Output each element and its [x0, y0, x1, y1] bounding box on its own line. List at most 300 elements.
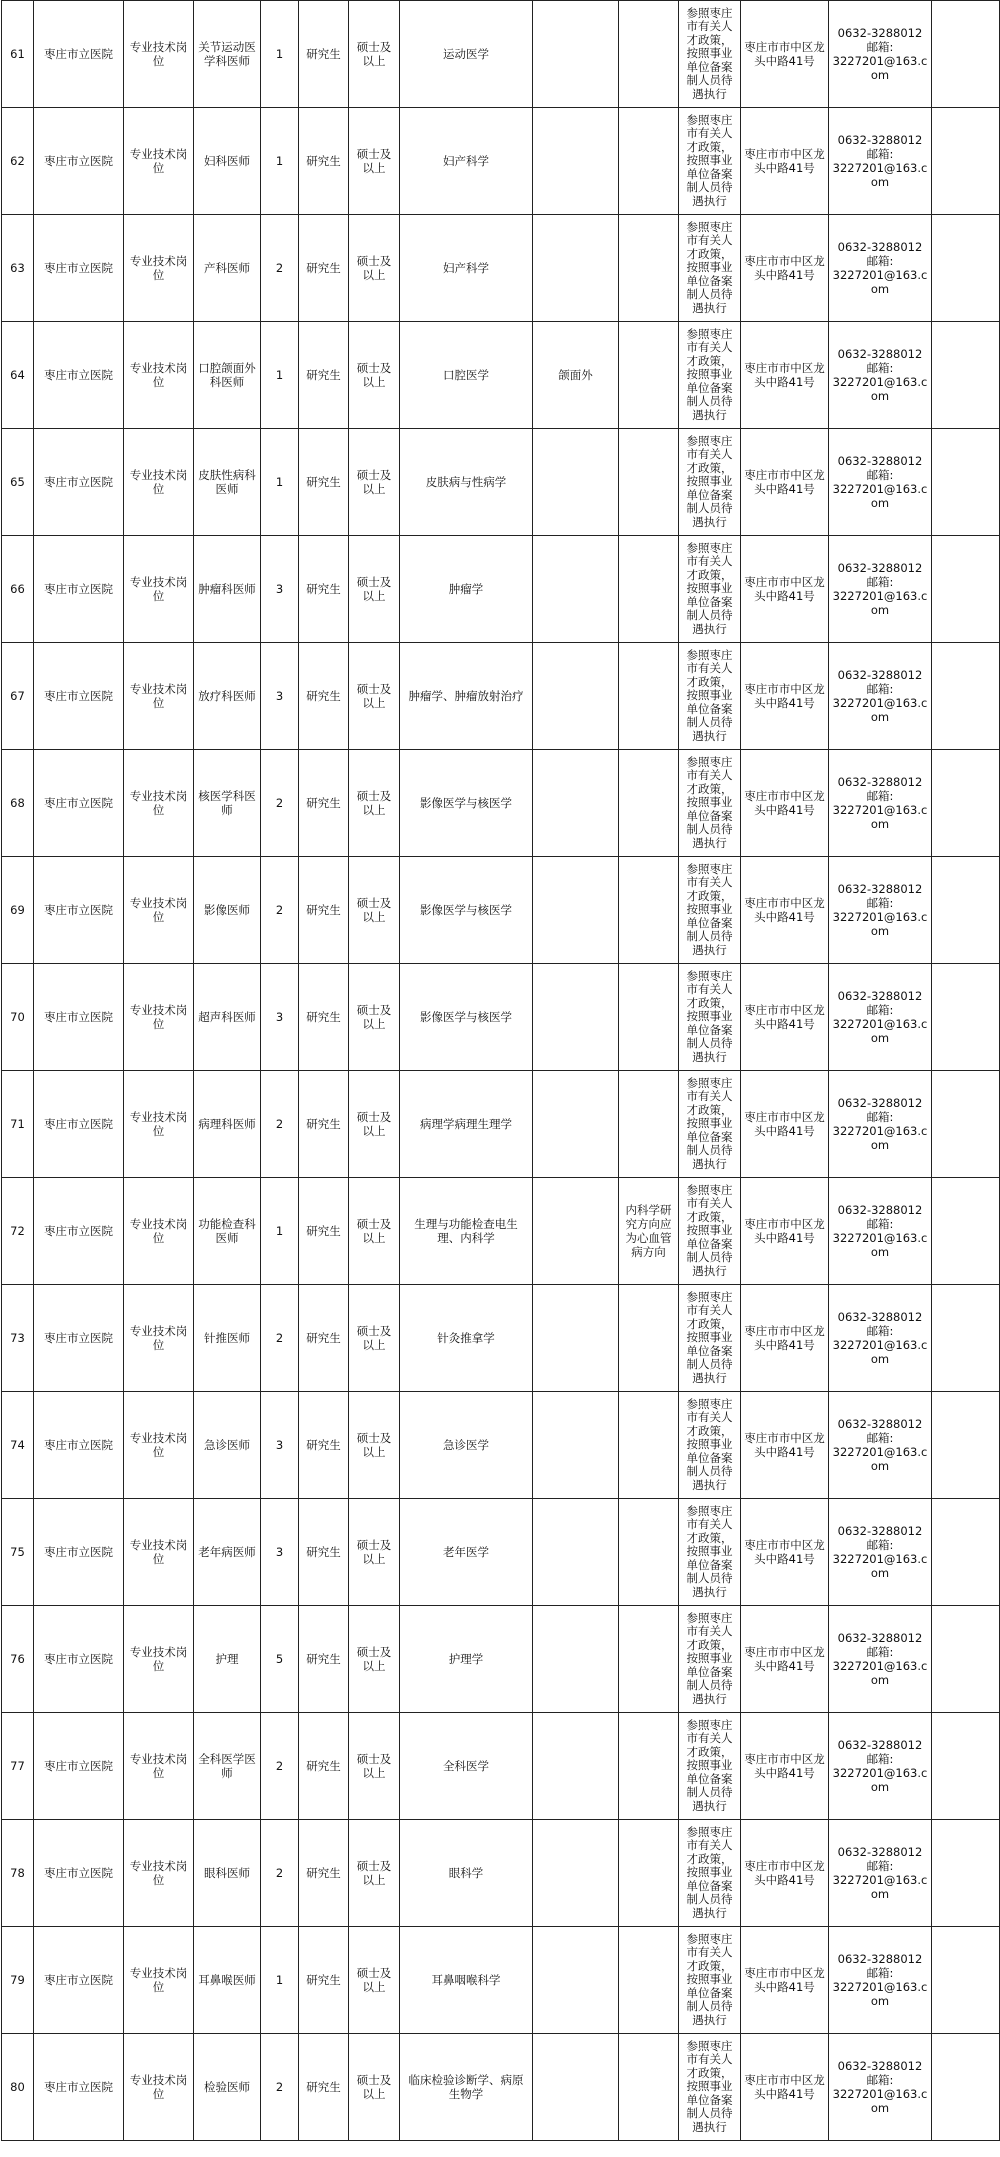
row-number: 70 [2, 964, 34, 1071]
contact-info [829, 1820, 932, 1927]
treatment-policy: 参照枣庄市有关人才政策，按照事业单位备案制人员待遇执行 [679, 857, 741, 964]
position-name: 护理 [194, 1606, 261, 1713]
degree-requirement: 硕士及以上 [349, 2034, 400, 2141]
position-name: 超声科医师 [194, 964, 261, 1071]
address: 枣庄市市中区龙头中路41号 [741, 1606, 829, 1713]
major-requirement: 影像医学与核医学 [400, 857, 533, 964]
education-level: 研究生 [299, 1606, 349, 1713]
education-level: 研究生 [299, 643, 349, 750]
recruiting-unit: 枣庄市立医院 [34, 108, 124, 215]
hiring-count: 1 [261, 322, 299, 429]
degree-requirement: 硕士及以上 [349, 643, 400, 750]
recruiting-unit: 枣庄市立医院 [34, 1071, 124, 1178]
hiring-count: 2 [261, 2034, 299, 2141]
email-address[interactable]: 3227201@163.com [832, 1124, 928, 1152]
contact-info [829, 1713, 932, 1820]
contact-info [829, 108, 932, 215]
contact-info [829, 1606, 932, 1713]
email-label: 邮箱: [866, 1324, 894, 1338]
email-label: 邮箱: [866, 1003, 894, 1017]
phone-number: 0632-3288012 [837, 1524, 923, 1538]
phone-number: 0632-3288012 [837, 1096, 923, 1110]
education-level: 研究生 [299, 2034, 349, 2141]
other-requirement [533, 2034, 619, 2141]
education-level: 研究生 [299, 1285, 349, 1392]
contact-info [829, 643, 932, 750]
email-address[interactable]: 3227201@163.com [832, 910, 928, 938]
recruiting-unit: 枣庄市立医院 [34, 322, 124, 429]
table-row [2, 108, 1000, 215]
email-label: 邮箱: [866, 254, 894, 268]
row-number: 76 [2, 1606, 34, 1713]
position-name: 妇科医师 [194, 108, 261, 215]
other-requirement [533, 1499, 619, 1606]
contact-info [829, 964, 932, 1071]
extra-column [932, 964, 1000, 1071]
other-requirement [533, 1927, 619, 2034]
phone-number: 0632-3288012 [837, 1417, 923, 1431]
major-requirement: 生理与功能检查电生理、内科学 [400, 1178, 533, 1285]
education-level: 研究生 [299, 1499, 349, 1606]
email-label: 邮箱: [866, 1217, 894, 1231]
position-name: 病理科医师 [194, 1071, 261, 1178]
position-type: 专业技术岗位 [124, 108, 194, 215]
major-requirement: 护理学 [400, 1606, 533, 1713]
hiring-count: 1 [261, 1178, 299, 1285]
address: 枣庄市市中区龙头中路41号 [741, 643, 829, 750]
hiring-count: 1 [261, 108, 299, 215]
table-row [2, 1713, 1000, 1820]
education-level: 研究生 [299, 1071, 349, 1178]
remark [619, 964, 679, 1071]
phone-number: 0632-3288012 [837, 561, 923, 575]
degree-requirement: 硕士及以上 [349, 1178, 400, 1285]
table-row [2, 322, 1000, 429]
hiring-count: 3 [261, 643, 299, 750]
email-address[interactable]: 3227201@163.com [832, 2087, 928, 2115]
email-address[interactable]: 3227201@163.com [832, 161, 928, 189]
recruiting-unit: 枣庄市立医院 [34, 2034, 124, 2141]
contact-info [829, 857, 932, 964]
table-row [2, 1392, 1000, 1499]
table-row [2, 1499, 1000, 1606]
phone-number: 0632-3288012 [837, 1203, 923, 1217]
table-row [2, 1178, 1000, 1285]
extra-column [932, 1178, 1000, 1285]
hiring-count: 1 [261, 429, 299, 536]
degree-requirement: 硕士及以上 [349, 1820, 400, 1927]
education-level: 研究生 [299, 1178, 349, 1285]
remark [619, 1285, 679, 1392]
email-label: 邮箱: [866, 361, 894, 375]
major-requirement: 运动医学 [400, 1, 533, 108]
position-name: 皮肤性病科医师 [194, 429, 261, 536]
remark [619, 1927, 679, 2034]
email-address[interactable]: 3227201@163.com [832, 268, 928, 296]
degree-requirement: 硕士及以上 [349, 1071, 400, 1178]
position-type: 专业技术岗位 [124, 322, 194, 429]
treatment-policy: 参照枣庄市有关人才政策，按照事业单位备案制人员待遇执行 [679, 108, 741, 215]
phone-number: 0632-3288012 [837, 1845, 923, 1859]
degree-requirement: 硕士及以上 [349, 964, 400, 1071]
table-row [2, 536, 1000, 643]
hiring-count: 1 [261, 1927, 299, 2034]
row-number: 62 [2, 108, 34, 215]
row-number: 68 [2, 750, 34, 857]
extra-column [932, 1820, 1000, 1927]
education-level: 研究生 [299, 1927, 349, 2034]
contact-info [829, 2034, 932, 2141]
other-requirement [533, 1820, 619, 1927]
position-name: 针推医师 [194, 1285, 261, 1392]
address: 枣庄市市中区龙头中路41号 [741, 1392, 829, 1499]
major-requirement: 临床检验诊断学、病原生物学 [400, 2034, 533, 2141]
table-row [2, 1071, 1000, 1178]
email-address[interactable]: 3227201@163.com [832, 589, 928, 617]
other-requirement [533, 964, 619, 1071]
email-address[interactable]: 3227201@163.com [832, 1659, 928, 1687]
email-address[interactable]: 3227201@163.com [832, 54, 928, 82]
extra-column [932, 429, 1000, 536]
hiring-count: 2 [261, 1071, 299, 1178]
extra-column [932, 2034, 1000, 2141]
hiring-count: 5 [261, 1606, 299, 1713]
address: 枣庄市市中区龙头中路41号 [741, 2034, 829, 2141]
extra-column [932, 1927, 1000, 2034]
position-type: 专业技术岗位 [124, 1927, 194, 2034]
degree-requirement: 硕士及以上 [349, 429, 400, 536]
recruiting-unit: 枣庄市立医院 [34, 215, 124, 322]
row-number: 61 [2, 1, 34, 108]
degree-requirement: 硕士及以上 [349, 1499, 400, 1606]
treatment-policy: 参照枣庄市有关人才政策，按照事业单位备案制人员待遇执行 [679, 1713, 741, 1820]
contact-info [829, 1392, 932, 1499]
email-label: 邮箱: [866, 1110, 894, 1124]
email-address[interactable]: 3227201@163.com [832, 1017, 928, 1045]
position-type: 专业技术岗位 [124, 215, 194, 322]
email-label: 邮箱: [866, 896, 894, 910]
treatment-policy: 参照枣庄市有关人才政策，按照事业单位备案制人员待遇执行 [679, 1071, 741, 1178]
degree-requirement: 硕士及以上 [349, 322, 400, 429]
major-requirement: 妇产科学 [400, 215, 533, 322]
phone-number: 0632-3288012 [837, 1952, 923, 1966]
phone-number: 0632-3288012 [837, 133, 923, 147]
email-address[interactable]: 3227201@163.com [832, 1873, 928, 1901]
position-name: 核医学科医师 [194, 750, 261, 857]
hiring-count: 2 [261, 1285, 299, 1392]
treatment-policy: 参照枣庄市有关人才政策，按照事业单位备案制人员待遇执行 [679, 322, 741, 429]
degree-requirement: 硕士及以上 [349, 1285, 400, 1392]
degree-requirement: 硕士及以上 [349, 215, 400, 322]
phone-number: 0632-3288012 [837, 1631, 923, 1645]
remark [619, 1071, 679, 1178]
recruiting-unit: 枣庄市立医院 [34, 1392, 124, 1499]
row-number: 77 [2, 1713, 34, 1820]
other-requirement [533, 1713, 619, 1820]
row-number: 64 [2, 322, 34, 429]
treatment-policy: 参照枣庄市有关人才政策，按照事业单位备案制人员待遇执行 [679, 1927, 741, 2034]
address: 枣庄市市中区龙头中路41号 [741, 1820, 829, 1927]
phone-number: 0632-3288012 [837, 882, 923, 896]
other-requirement [533, 536, 619, 643]
address: 枣庄市市中区龙头中路41号 [741, 1927, 829, 2034]
treatment-policy: 参照枣庄市有关人才政策，按照事业单位备案制人员待遇执行 [679, 1392, 741, 1499]
row-number: 80 [2, 2034, 34, 2141]
email-label: 邮箱: [866, 1752, 894, 1766]
email-label: 邮箱: [866, 147, 894, 161]
address: 枣庄市市中区龙头中路41号 [741, 1285, 829, 1392]
contact-info [829, 215, 932, 322]
position-name: 产科医师 [194, 215, 261, 322]
position-type: 专业技术岗位 [124, 1820, 194, 1927]
extra-column [932, 1392, 1000, 1499]
other-requirement [533, 1606, 619, 1713]
education-level: 研究生 [299, 536, 349, 643]
table-row [2, 643, 1000, 750]
table-row [2, 857, 1000, 964]
email-address[interactable]: 3227201@163.com [832, 1445, 928, 1473]
email-address[interactable]: 3227201@163.com [832, 482, 928, 510]
treatment-policy: 参照枣庄市有关人才政策，按照事业单位备案制人员待遇执行 [679, 536, 741, 643]
other-requirement [533, 215, 619, 322]
table-body [2, 1, 1000, 2141]
table-row [2, 1606, 1000, 1713]
row-number: 73 [2, 1285, 34, 1392]
email-label: 邮箱: [866, 575, 894, 589]
position-type: 专业技术岗位 [124, 429, 194, 536]
position-type: 专业技术岗位 [124, 1178, 194, 1285]
major-requirement: 口腔医学 [400, 322, 533, 429]
degree-requirement: 硕士及以上 [349, 1, 400, 108]
position-type: 专业技术岗位 [124, 536, 194, 643]
contact-info [829, 1, 932, 108]
recruitment-table [1, 0, 1000, 2141]
extra-column [932, 750, 1000, 857]
address: 枣庄市市中区龙头中路41号 [741, 1071, 829, 1178]
contact-info [829, 322, 932, 429]
position-name: 影像医师 [194, 857, 261, 964]
email-label: 邮箱: [866, 1538, 894, 1552]
email-label: 邮箱: [866, 1431, 894, 1445]
phone-number: 0632-3288012 [837, 668, 923, 682]
education-level: 研究生 [299, 1713, 349, 1820]
recruiting-unit: 枣庄市立医院 [34, 536, 124, 643]
education-level: 研究生 [299, 108, 349, 215]
treatment-policy: 参照枣庄市有关人才政策，按照事业单位备案制人员待遇执行 [679, 1, 741, 108]
recruiting-unit: 枣庄市立医院 [34, 1285, 124, 1392]
major-requirement: 全科医学 [400, 1713, 533, 1820]
address: 枣庄市市中区龙头中路41号 [741, 536, 829, 643]
major-requirement: 老年医学 [400, 1499, 533, 1606]
position-type: 专业技术岗位 [124, 1, 194, 108]
degree-requirement: 硕士及以上 [349, 536, 400, 643]
contact-info [829, 1927, 932, 2034]
remark [619, 1820, 679, 1927]
contact-info [829, 1071, 932, 1178]
remark [619, 1392, 679, 1499]
other-requirement [533, 1178, 619, 1285]
row-number: 67 [2, 643, 34, 750]
major-requirement: 针灸推拿学 [400, 1285, 533, 1392]
remark [619, 322, 679, 429]
other-requirement [533, 1285, 619, 1392]
extra-column [932, 322, 1000, 429]
email-label: 邮箱: [866, 40, 894, 54]
extra-column [932, 536, 1000, 643]
extra-column [932, 1713, 1000, 1820]
contact-info [829, 1285, 932, 1392]
recruiting-unit: 枣庄市立医院 [34, 1, 124, 108]
recruiting-unit: 枣庄市立医院 [34, 1713, 124, 1820]
remark [619, 215, 679, 322]
position-name: 老年病医师 [194, 1499, 261, 1606]
major-requirement: 肿瘤学、肿瘤放射治疗 [400, 643, 533, 750]
address: 枣庄市市中区龙头中路41号 [741, 964, 829, 1071]
position-type: 专业技术岗位 [124, 1285, 194, 1392]
email-label: 邮箱: [866, 468, 894, 482]
degree-requirement: 硕士及以上 [349, 857, 400, 964]
extra-column [932, 857, 1000, 964]
remark [619, 1499, 679, 1606]
major-requirement: 肿瘤学 [400, 536, 533, 643]
other-requirement [533, 750, 619, 857]
hiring-count: 2 [261, 857, 299, 964]
other-requirement [533, 429, 619, 536]
address: 枣庄市市中区龙头中路41号 [741, 322, 829, 429]
position-type: 专业技术岗位 [124, 1071, 194, 1178]
contact-info [829, 1178, 932, 1285]
other-requirement [533, 1071, 619, 1178]
education-level: 研究生 [299, 1, 349, 108]
treatment-policy: 参照枣庄市有关人才政策，按照事业单位备案制人员待遇执行 [679, 2034, 741, 2141]
education-level: 研究生 [299, 857, 349, 964]
extra-column [932, 1499, 1000, 1606]
recruiting-unit: 枣庄市立医院 [34, 429, 124, 536]
table-row [2, 215, 1000, 322]
address: 枣庄市市中区龙头中路41号 [741, 108, 829, 215]
email-address[interactable]: 3227201@163.com [832, 1338, 928, 1366]
hiring-count: 3 [261, 1499, 299, 1606]
treatment-policy: 参照枣庄市有关人才政策，按照事业单位备案制人员待遇执行 [679, 1285, 741, 1392]
address: 枣庄市市中区龙头中路41号 [741, 1499, 829, 1606]
remark [619, 1606, 679, 1713]
treatment-policy: 参照枣庄市有关人才政策，按照事业单位备案制人员待遇执行 [679, 429, 741, 536]
row-number: 65 [2, 429, 34, 536]
phone-number: 0632-3288012 [837, 989, 923, 1003]
position-name: 眼科医师 [194, 1820, 261, 1927]
remark [619, 536, 679, 643]
other-requirement [533, 1392, 619, 1499]
email-address[interactable]: 3227201@163.com [832, 1766, 928, 1794]
address: 枣庄市市中区龙头中路41号 [741, 429, 829, 536]
email-address[interactable]: 3227201@163.com [832, 1552, 928, 1580]
education-level: 研究生 [299, 1820, 349, 1927]
education-level: 研究生 [299, 750, 349, 857]
extra-column [932, 1285, 1000, 1392]
treatment-policy: 参照枣庄市有关人才政策，按照事业单位备案制人员待遇执行 [679, 1178, 741, 1285]
education-level: 研究生 [299, 964, 349, 1071]
remark [619, 643, 679, 750]
major-requirement: 影像医学与核医学 [400, 964, 533, 1071]
position-type: 专业技术岗位 [124, 1713, 194, 1820]
hiring-count: 3 [261, 964, 299, 1071]
hiring-count: 3 [261, 536, 299, 643]
remark [619, 857, 679, 964]
position-type: 专业技术岗位 [124, 643, 194, 750]
email-address[interactable]: 3227201@163.com [832, 1980, 928, 2008]
remark [619, 1713, 679, 1820]
education-level: 研究生 [299, 215, 349, 322]
recruiting-unit: 枣庄市立医院 [34, 1820, 124, 1927]
position-name: 关节运动医学科医师 [194, 1, 261, 108]
major-requirement: 病理学病理生理学 [400, 1071, 533, 1178]
other-requirement [533, 108, 619, 215]
row-number: 69 [2, 857, 34, 964]
recruiting-unit: 枣庄市立医院 [34, 857, 124, 964]
hiring-count: 2 [261, 1820, 299, 1927]
remark: 内科学研究方向应为心血管病方向 [619, 1178, 679, 1285]
position-type: 专业技术岗位 [124, 857, 194, 964]
row-number: 79 [2, 1927, 34, 2034]
table-row [2, 1285, 1000, 1392]
other-requirement [533, 857, 619, 964]
phone-number: 0632-3288012 [837, 240, 923, 254]
position-name: 口腔颌面外科医师 [194, 322, 261, 429]
phone-number: 0632-3288012 [837, 2059, 923, 2073]
email-label: 邮箱: [866, 682, 894, 696]
education-level: 研究生 [299, 322, 349, 429]
email-address[interactable]: 3227201@163.com [832, 375, 928, 403]
row-number: 71 [2, 1071, 34, 1178]
treatment-policy: 参照枣庄市有关人才政策，按照事业单位备案制人员待遇执行 [679, 964, 741, 1071]
degree-requirement: 硕士及以上 [349, 1927, 400, 2034]
row-number: 72 [2, 1178, 34, 1285]
phone-number: 0632-3288012 [837, 1310, 923, 1324]
email-address[interactable]: 3227201@163.com [832, 696, 928, 724]
position-type: 专业技术岗位 [124, 1392, 194, 1499]
position-name: 全科医学医师 [194, 1713, 261, 1820]
email-address[interactable]: 3227201@163.com [832, 1231, 928, 1259]
email-label: 邮箱: [866, 789, 894, 803]
major-requirement: 影像医学与核医学 [400, 750, 533, 857]
email-label: 邮箱: [866, 1966, 894, 1980]
education-level: 研究生 [299, 1392, 349, 1499]
row-number: 75 [2, 1499, 34, 1606]
position-name: 肿瘤科医师 [194, 536, 261, 643]
other-requirement: 颌面外 [533, 322, 619, 429]
phone-number: 0632-3288012 [837, 775, 923, 789]
extra-column [932, 215, 1000, 322]
phone-number: 0632-3288012 [837, 1738, 923, 1752]
degree-requirement: 硕士及以上 [349, 1392, 400, 1499]
table-row [2, 964, 1000, 1071]
position-type: 专业技术岗位 [124, 1499, 194, 1606]
contact-info [829, 536, 932, 643]
contact-info [829, 750, 932, 857]
position-name: 耳鼻喉医师 [194, 1927, 261, 2034]
row-number: 63 [2, 215, 34, 322]
address: 枣庄市市中区龙头中路41号 [741, 1, 829, 108]
recruiting-unit: 枣庄市立医院 [34, 964, 124, 1071]
position-type: 专业技术岗位 [124, 750, 194, 857]
major-requirement: 妇产科学 [400, 108, 533, 215]
email-label: 邮箱: [866, 1859, 894, 1873]
extra-column [932, 1606, 1000, 1713]
email-address[interactable]: 3227201@163.com [832, 803, 928, 831]
treatment-policy: 参照枣庄市有关人才政策，按照事业单位备案制人员待遇执行 [679, 1606, 741, 1713]
row-number: 66 [2, 536, 34, 643]
treatment-policy: 参照枣庄市有关人才政策，按照事业单位备案制人员待遇执行 [679, 750, 741, 857]
